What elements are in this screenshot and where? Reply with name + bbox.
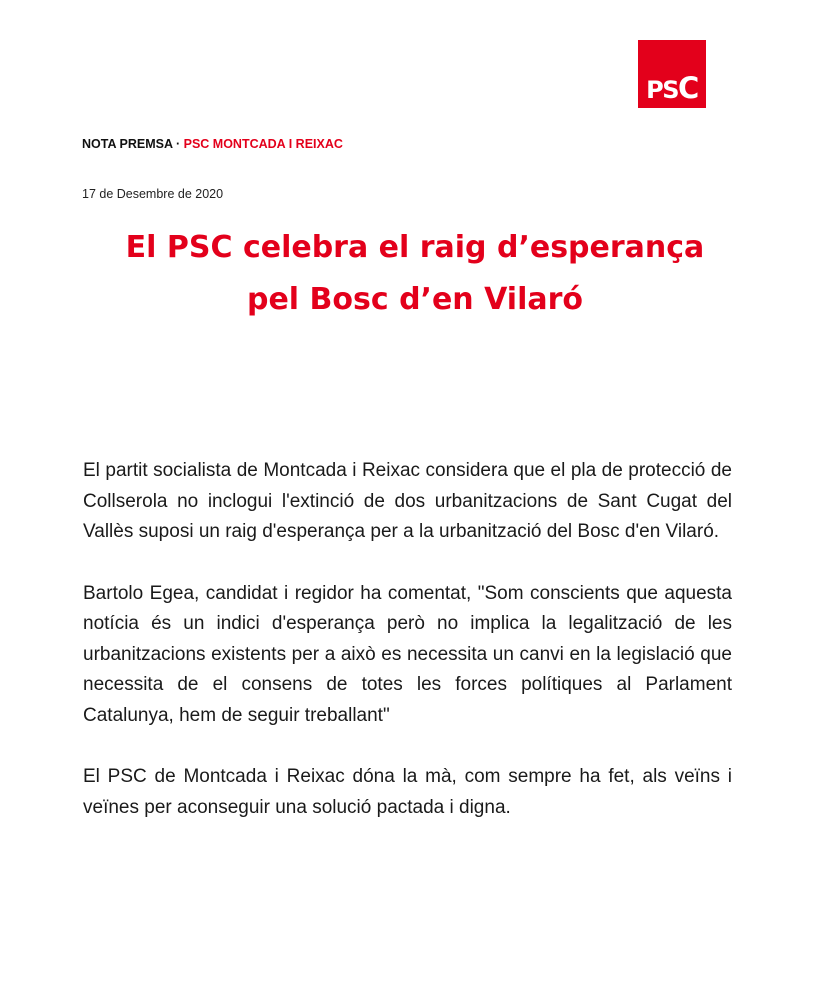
header-separator: · [172, 137, 184, 151]
paragraph-2: Bartolo Egea, candidat i regidor ha comentat, "Som conscients que aquesta notícia és un indici d'esperança però no implica la legalització de les urbanitzacions existents per a això es necessita un canvi en la legislació que necessita de el consens de totes les forces polítiques al Parlament Catalunya, hem de seguir treballant" [83, 582, 732, 726]
headline-line-1: El PSC celebra el raig d’esperança [125, 230, 705, 265]
article-body [83, 456, 732, 854]
paragraph-3: El PSC de Montcada i Reixac dóna la mà, com sempre ha fet, als veïns i veïnes per aconseguir una solució pactada i digna. [83, 766, 732, 818]
psc-logo [638, 40, 706, 108]
publication-date: 17 de Desembre de 2020 [82, 187, 224, 201]
headline-line-2: pel Bosc d’en Vilaró [246, 282, 584, 317]
headline [60, 222, 770, 326]
logo-text [646, 71, 698, 105]
logo-text-main: PS [646, 76, 679, 104]
logo-text-last: C [678, 71, 698, 105]
paragraph-1: El partit socialista de Montcada i Reixac considera que el pla de protecció de Collserola no inclogui l'extinció de dos urbanitzacions de Sant Cugat del Vallès suposi un raig d'esperança per a la urbanització del Bosc d'en Vilaró. [83, 460, 732, 542]
press-release-org: PSC MONTCADA I REIXAC [183, 137, 343, 151]
press-release-header [82, 137, 343, 151]
press-release-label: NOTA PREMSA [82, 137, 173, 151]
